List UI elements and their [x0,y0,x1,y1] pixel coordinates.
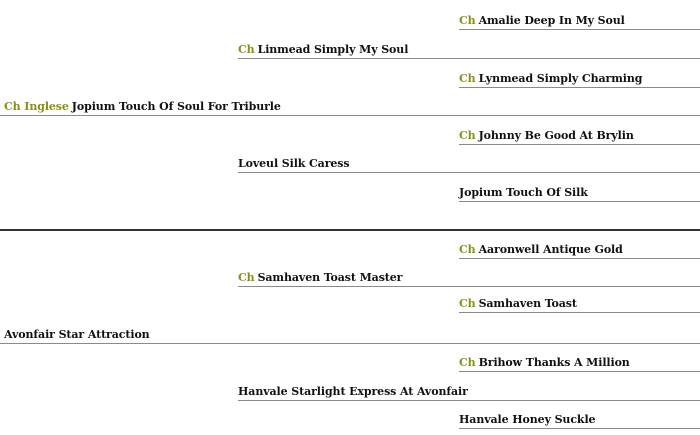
dog-name[interactable]: Jopium Touch Of Soul For Triburle [71,100,281,113]
dog-name[interactable]: Samhaven Toast [478,297,577,310]
title-prefix: Ch [238,271,255,284]
title-prefix: Ch [459,129,476,142]
dog-name[interactable]: Loveul Silk Caress [238,157,350,170]
dog-name[interactable]: Johnny Be Good At Brylin [478,129,634,142]
title-prefix: Ch [238,43,255,56]
title-prefix: Ch [459,297,476,310]
dog-name[interactable]: Avonfair Star Attraction [4,328,150,341]
pedigree-entry-dds[interactable] [459,356,700,372]
title-prefix: Ch [459,243,476,256]
pedigree-entry-sd[interactable] [238,157,700,173]
pedigree-entry-ssd[interactable] [459,72,700,88]
dog-name[interactable]: Aaronwell Antique Gold [478,243,623,256]
dog-name[interactable]: Samhaven Toast Master [257,271,403,284]
dog-name[interactable]: Hanvale Starlight Express At Avonfair [238,385,468,398]
pedigree-entry-dd[interactable] [238,385,700,401]
title-prefix: Ch [459,356,476,369]
dog-name[interactable]: Linmead Simply My Soul [257,43,409,56]
sire-dam-divider [0,229,700,231]
pedigree-entry-dam[interactable] [0,328,700,344]
pedigree-entry-dsd[interactable] [459,297,700,313]
dog-name[interactable]: Jopium Touch Of Silk [459,186,588,199]
pedigree-entry-sss[interactable] [459,14,700,30]
dog-name[interactable]: Hanvale Honey Suckle [459,413,596,426]
title-prefix: Ch Inglese [4,100,69,113]
pedigree-entry-ss[interactable] [238,43,700,59]
title-prefix: Ch [459,72,476,85]
pedigree-entry-sire[interactable] [0,100,700,116]
dog-name[interactable]: Amalie Deep In My Soul [478,14,625,27]
pedigree-entry-dss[interactable] [459,243,700,259]
dog-name[interactable]: Brihow Thanks A Million [478,356,630,369]
pedigree-entry-sdd[interactable] [459,186,700,202]
pedigree-entry-ds[interactable] [238,271,700,287]
title-prefix: Ch [459,14,476,27]
pedigree-entry-ddd[interactable] [459,413,700,429]
dog-name[interactable]: Lynmead Simply Charming [478,72,643,85]
pedigree-entry-sds[interactable] [459,129,700,145]
